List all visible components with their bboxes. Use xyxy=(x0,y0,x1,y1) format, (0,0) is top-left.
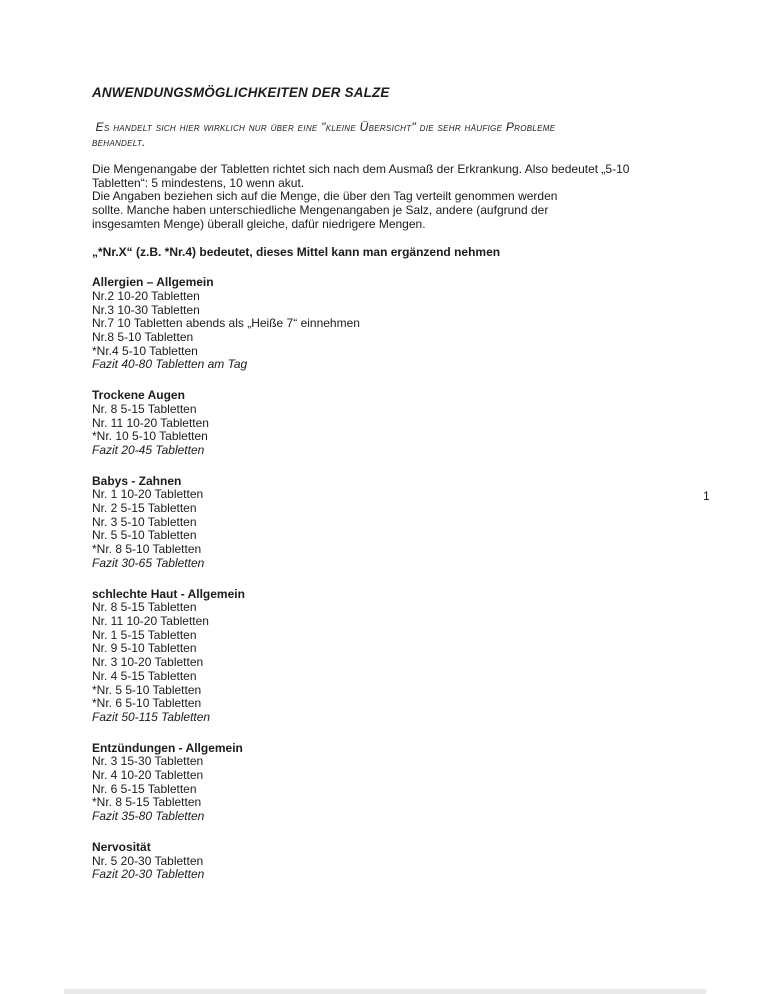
dosage-section xyxy=(92,276,712,372)
section-fazit: Fazit 20-30 Tabletten xyxy=(92,867,205,882)
dosage-section xyxy=(92,841,712,882)
dosage-line: *Nr. 8 5-15 Tabletten xyxy=(92,795,202,810)
section-fazit: Fazit 40-80 Tabletten am Tag xyxy=(92,357,248,372)
dosage-line: Nr. 9 5-10 Tabletten xyxy=(92,641,197,656)
document-title: ANWENDUNGSMÖGLICHKEITEN DER SALZE xyxy=(92,85,390,100)
page-number: 1 xyxy=(703,489,710,503)
dosage-line: Nr. 2 5-15 Tabletten xyxy=(92,501,197,516)
dosage-line: Nr. 8 5-15 Tabletten xyxy=(92,401,197,416)
section-heading: Trockene Augen xyxy=(92,388,185,403)
document-subtitle xyxy=(92,120,712,150)
dosage-section xyxy=(92,475,712,571)
dosage-line: Nr. 3 10-20 Tabletten xyxy=(92,655,204,670)
dosage-line: *Nr. 10 5-10 Tabletten xyxy=(92,429,208,444)
dosage-line: Nr. 1 10-20 Tabletten xyxy=(92,487,204,502)
intro-paragraph xyxy=(92,163,712,232)
subtitle-line: Es handelt sich hier wirklich nur über eine "kleine Übersicht" die sehr häufige Probleme xyxy=(92,120,556,134)
dosage-line: Nr.8 5-10 Tabletten xyxy=(92,330,194,345)
section-lines xyxy=(92,601,712,711)
dosage-line: Nr. 11 10-20 Tabletten xyxy=(92,415,209,430)
section-heading: Entzündungen - Allgemein xyxy=(92,740,243,755)
dosage-line: Nr.7 10 Tabletten abends als „Heiße 7“ einnehmen xyxy=(92,316,360,331)
section-lines xyxy=(92,855,712,869)
intro-line: Tabletten“: 5 mindestens, 10 wenn akut. xyxy=(92,175,305,190)
section-fazit: Fazit 30-65 Tabletten xyxy=(92,555,205,570)
section-heading: Nervosität xyxy=(92,839,151,854)
section-lines xyxy=(92,488,712,557)
dosage-line: Nr. 5 5-10 Tabletten xyxy=(92,528,197,543)
intro-line: sollte. Manche haben unterschiedliche Mengenangaben je Salz, andere (aufgrund der xyxy=(92,203,549,218)
intro-line: insgesamten Menge) überall gleiche, dafür niedrigere Mengen. xyxy=(92,216,426,231)
dosage-line: Nr. 3 5-10 Tabletten xyxy=(92,514,197,529)
section-lines xyxy=(92,290,712,359)
section-fazit: Fazit 35-80 Tabletten xyxy=(92,809,205,824)
dosage-line: *Nr.4 5-10 Tabletten xyxy=(92,343,198,358)
dosage-line: Nr.2 10-20 Tabletten xyxy=(92,288,200,303)
sections xyxy=(92,276,712,882)
section-fazit: Fazit 20-45 Tabletten xyxy=(92,442,205,457)
intro-line: Die Angaben beziehen sich auf die Menge, die über den Tag verteilt genommen werden xyxy=(92,189,558,204)
dosage-line: Nr.3 10-30 Tabletten xyxy=(92,302,200,317)
dosage-line: Nr. 8 5-15 Tabletten xyxy=(92,600,197,615)
dosage-section xyxy=(92,742,712,824)
dosage-line: Nr. 11 10-20 Tabletten xyxy=(92,613,209,628)
dosage-line: *Nr. 6 5-10 Tabletten xyxy=(92,696,202,711)
dosage-line: Nr. 6 5-15 Tabletten xyxy=(92,781,197,796)
section-fazit: Fazit 50-115 Tabletten xyxy=(92,709,211,724)
section-heading: Allergien – Allgemein xyxy=(92,275,214,290)
section-heading: Babys - Zahnen xyxy=(92,473,182,488)
asterisk-note: „*Nr.X“ (z.B. *Nr.4) bedeutet, dieses Mittel kann man ergänzend nehmen xyxy=(92,244,501,259)
dosage-section xyxy=(92,588,712,725)
dosage-line: Nr. 5 20-30 Tabletten xyxy=(92,853,204,868)
subtitle-line: behandelt. xyxy=(92,135,146,149)
section-heading: schlechte Haut - Allgemein xyxy=(92,586,245,601)
dosage-section xyxy=(92,389,712,458)
dosage-line: Nr. 1 5-15 Tabletten xyxy=(92,627,197,642)
dosage-line: *Nr. 5 5-10 Tabletten xyxy=(92,682,202,697)
dosage-line: Nr. 3 15-30 Tabletten xyxy=(92,754,204,769)
document-content xyxy=(92,0,712,882)
section-lines xyxy=(92,403,712,444)
page-bottom-edge xyxy=(64,989,706,994)
section-lines xyxy=(92,755,712,810)
intro-line: Die Mengenangabe der Tabletten richtet sich nach dem Ausmaß der Erkrankung. Also bedeutet „5-10 xyxy=(92,162,630,176)
dosage-line: *Nr. 8 5-10 Tabletten xyxy=(92,542,202,557)
dosage-line: Nr. 4 10-20 Tabletten xyxy=(92,768,204,783)
dosage-line: Nr. 4 5-15 Tabletten xyxy=(92,668,197,683)
